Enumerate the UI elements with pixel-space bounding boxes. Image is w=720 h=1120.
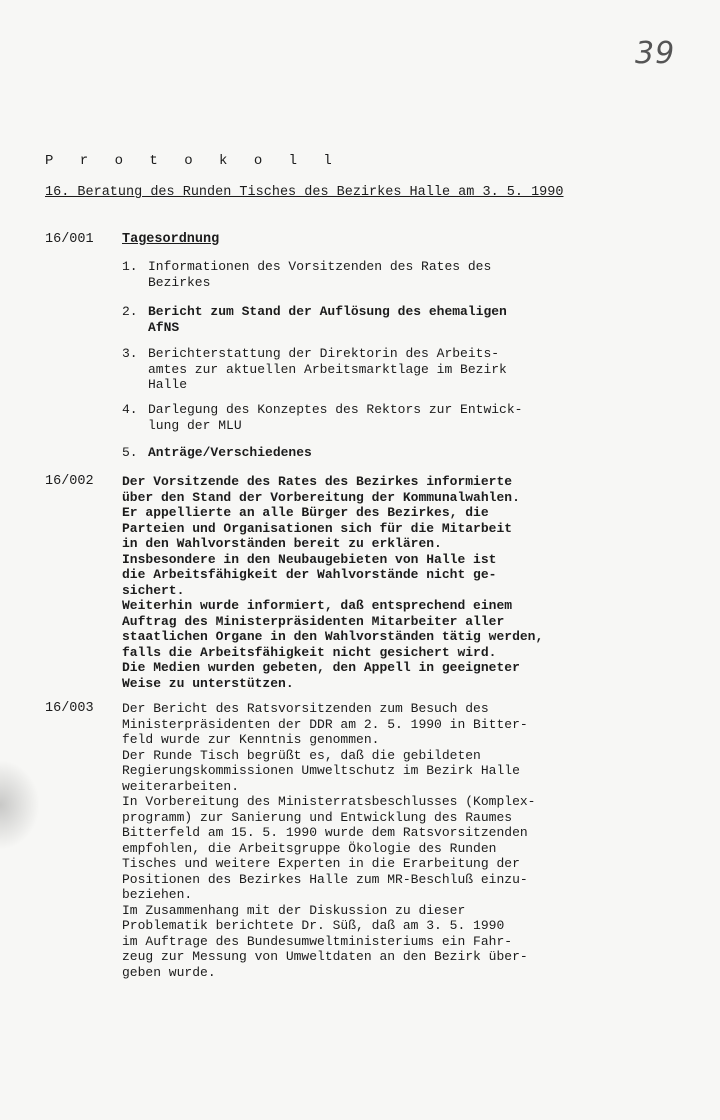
item-body: Der Vorsitzende des Rates des Bezirkes informierte über den Stand der Vorbereitung der Kommunalwahlen. Er appellierte an alle Bürger des Bezirkes, die Parteien und Organisationen sich für die Mitarbeit in den Wahlvorständen bereit zu erklären. Insbesondere in den Neubaugebieten von Halle ist die Arbeitsfähigkeit der Wahlvorstände nicht ge- sichert. Weiterhin wurde informiert, daß entsprechend einem Auftrag des Ministerpräsidenten Mitarbeiter aller staatlichen Organe in den Wahlvorständen tätig werden, falls die Arbeitsfähigkeit nicht gesichert wird. Die Medien wurden gebeten, den Appell in geeigneter Weise zu unterstützen. [122, 474, 544, 691]
agenda-item-number: 1. [122, 259, 138, 274]
document-type: P r o t o k o l l [45, 153, 341, 169]
agenda-item-text: Bericht zum Stand der Auflösung des ehemaligen AfNS [148, 304, 507, 335]
handwritten-page-number: 39 [635, 36, 676, 71]
scan-smudge [0, 760, 40, 850]
agenda-item-number: 5. [122, 445, 138, 460]
agenda-item-number: 2. [122, 304, 138, 319]
agenda-item-number: 4. [122, 402, 138, 417]
item-number: 16/001 [45, 232, 94, 247]
item-number: 16/003 [45, 701, 94, 716]
agenda-item-number: 3. [122, 346, 138, 361]
item-number: 16/002 [45, 474, 94, 489]
item-body: Der Bericht des Ratsvorsitzenden zum Besuch des Ministerpräsidenten der DDR am 2. 5. 1990 in Bitter- feld wurde zur Kenntnis genommen. Der Runde Tisch begrüßt es, daß die gebildeten Regierungskommissionen Umweltschutz im Bezirk Halle weiterarbeiten. In Vorbereitung des Ministerratsbeschlusses (Komplex- programm) zur Sanierung und Entwicklung des Raumes Bitterfeld am 15. 5. 1990 wurde dem Ratsvorsitzenden empfohlen, die Arbeitsgruppe Ökologie des Runden Tisches und weitere Experten in die Erarbeitung der Positionen des Bezirkes Halle zum MR-Beschluß einzu- beziehen. Im Zusammenhang mit der Diskussion zu dieser Problematik berichtete Dr. Süß, daß am 3. 5. 1990 im Auftrage des Bundesumweltministeriums ein Fahr- zeug zur Messung von Umweltdaten an den Bezirk über- geben wurde. [122, 701, 536, 980]
agenda-heading: Tagesordnung [122, 232, 220, 247]
agenda-item-text: Berichterstattung der Direktorin des Arbeits- amtes zur aktuellen Arbeitsmarktlage im Bezirk Halle [148, 346, 507, 392]
document-title: 16. Beratung des Runden Tisches des Bezirkes Halle am 3. 5. 1990 [45, 185, 564, 200]
agenda-item-text: Darlegung des Konzeptes des Rektors zur Entwick- lung der MLU [148, 402, 523, 433]
agenda-item-text: Informationen des Vorsitzenden des Rates des Bezirkes [148, 259, 492, 290]
agenda-item-text: Anträge/Verschiedenes [148, 445, 312, 460]
